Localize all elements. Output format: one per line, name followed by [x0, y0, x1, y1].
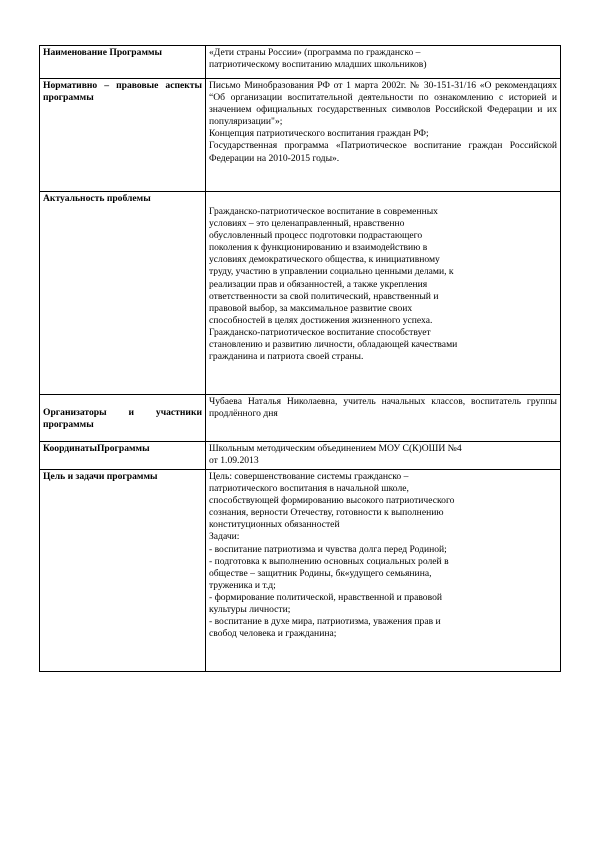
content-line: Гражданско-патриотическое воспитание в современных	[209, 206, 438, 217]
row-label: Нормативно – правовые аспекты программы	[40, 79, 206, 192]
content-paragraph: Концепция патриотического воспитания граждан РФ;	[209, 128, 429, 140]
row-content	[206, 46, 561, 79]
content-line: ответственности за свой политический, нравственный и	[209, 290, 439, 302]
table-row-goals	[40, 470, 561, 672]
row-content	[206, 79, 561, 192]
row-content	[206, 470, 561, 672]
content-line: патриотического воспитания в начальной школе,	[209, 483, 409, 495]
row-label: Организаторы и участники программы	[40, 395, 206, 442]
content-line: Задачи:	[209, 531, 240, 543]
content-paragraph: Государственная программа «Патриотическое воспитание граждан Российской Федерации на 2010-2015 годы».	[209, 140, 557, 164]
row-label: КоординатыПрограммы	[40, 442, 206, 470]
content-line: - формирование политической, нравственной и правовой	[209, 591, 442, 603]
content-line: труду, участию в управлении социально ценными делами, к	[209, 266, 454, 278]
content-line: обществе – защитник Родины, бк«удущего семьянина,	[209, 567, 432, 579]
content-paragraph: Письмо Минобразования РФ от 1 марта 2002г. № 30-151-31/16 «О рекомендациях “Об организации воспитательной деятельности по ознакомлению с историей и значением официальных государственных символов Российской Федерации и их популяризации"»;	[209, 80, 557, 128]
row-label: Актуальность проблемы	[40, 192, 206, 395]
content-paragraph: Чубаева Наталья Николаевна, учитель начальных классов, воспитатель группы продлённого дня	[209, 396, 557, 420]
table-row-relevance	[40, 192, 561, 395]
content-line: - воспитание патриотизма и чувства долга перед Родиной;	[209, 543, 447, 555]
table-row-name	[40, 46, 561, 79]
content-line: становлению и развитию личности, обладающей качествами	[209, 339, 458, 351]
row-label: Наименование Программы	[40, 46, 206, 79]
content-line: условиях – это целенаправленный, нравственно	[209, 218, 405, 230]
content-line: сознания, верности Отечеству, готовности к выполнению	[209, 507, 444, 519]
table-row-legal-aspects	[40, 79, 561, 192]
program-table	[39, 45, 561, 672]
table-row-coordinators	[40, 442, 561, 470]
content-line: поколения к функционированию и взаимодействию в	[209, 242, 428, 254]
content-line: гражданина и патриота своей страны.	[209, 351, 364, 363]
content-line: конституционных обязанностей	[209, 519, 340, 531]
content-line: реализации прав и обязанностей, а также укрепления	[209, 278, 428, 290]
content-line: - воспитание в духе мира, патриотизма, уважения прав и	[209, 616, 441, 628]
content-line: Цель: совершенствование системы гражданско –	[209, 471, 409, 482]
content-line: Школьным методическим объединением МОУ С(К)ОШИ №4	[209, 443, 462, 454]
content-line: правовой выбор, за максимальное развитие своих	[209, 302, 413, 314]
row-label: Цель и задачи программы	[40, 470, 206, 672]
content-line: патриотическому воспитанию младших школьников)	[209, 59, 427, 71]
content-line: обусловленный процесс подготовки подрастающего	[209, 230, 423, 242]
row-content	[206, 442, 561, 470]
content-line: «Дети страны России» (программа по гражданско –	[209, 47, 421, 58]
row-content	[206, 192, 561, 395]
content-line: свобод человека и гражданина;	[209, 628, 337, 640]
content-line: способностей в целях достижения жизненного успеха.	[209, 314, 433, 326]
content-line: труженика и т.д;	[209, 579, 276, 591]
content-line: от 1.09.2013	[209, 455, 259, 467]
table-row-organizers	[40, 395, 561, 442]
content-line: Гражданско-патриотическое воспитание способствует	[209, 326, 431, 338]
content-line: культуры личности;	[209, 604, 291, 616]
content-line: способствующей формированию высокого патриотического	[209, 495, 455, 507]
content-line: условиях демократического общества, к инициативному	[209, 254, 440, 266]
content-line: - подготовка к выполнению основных социальных ролей в	[209, 555, 449, 567]
row-content	[206, 395, 561, 442]
